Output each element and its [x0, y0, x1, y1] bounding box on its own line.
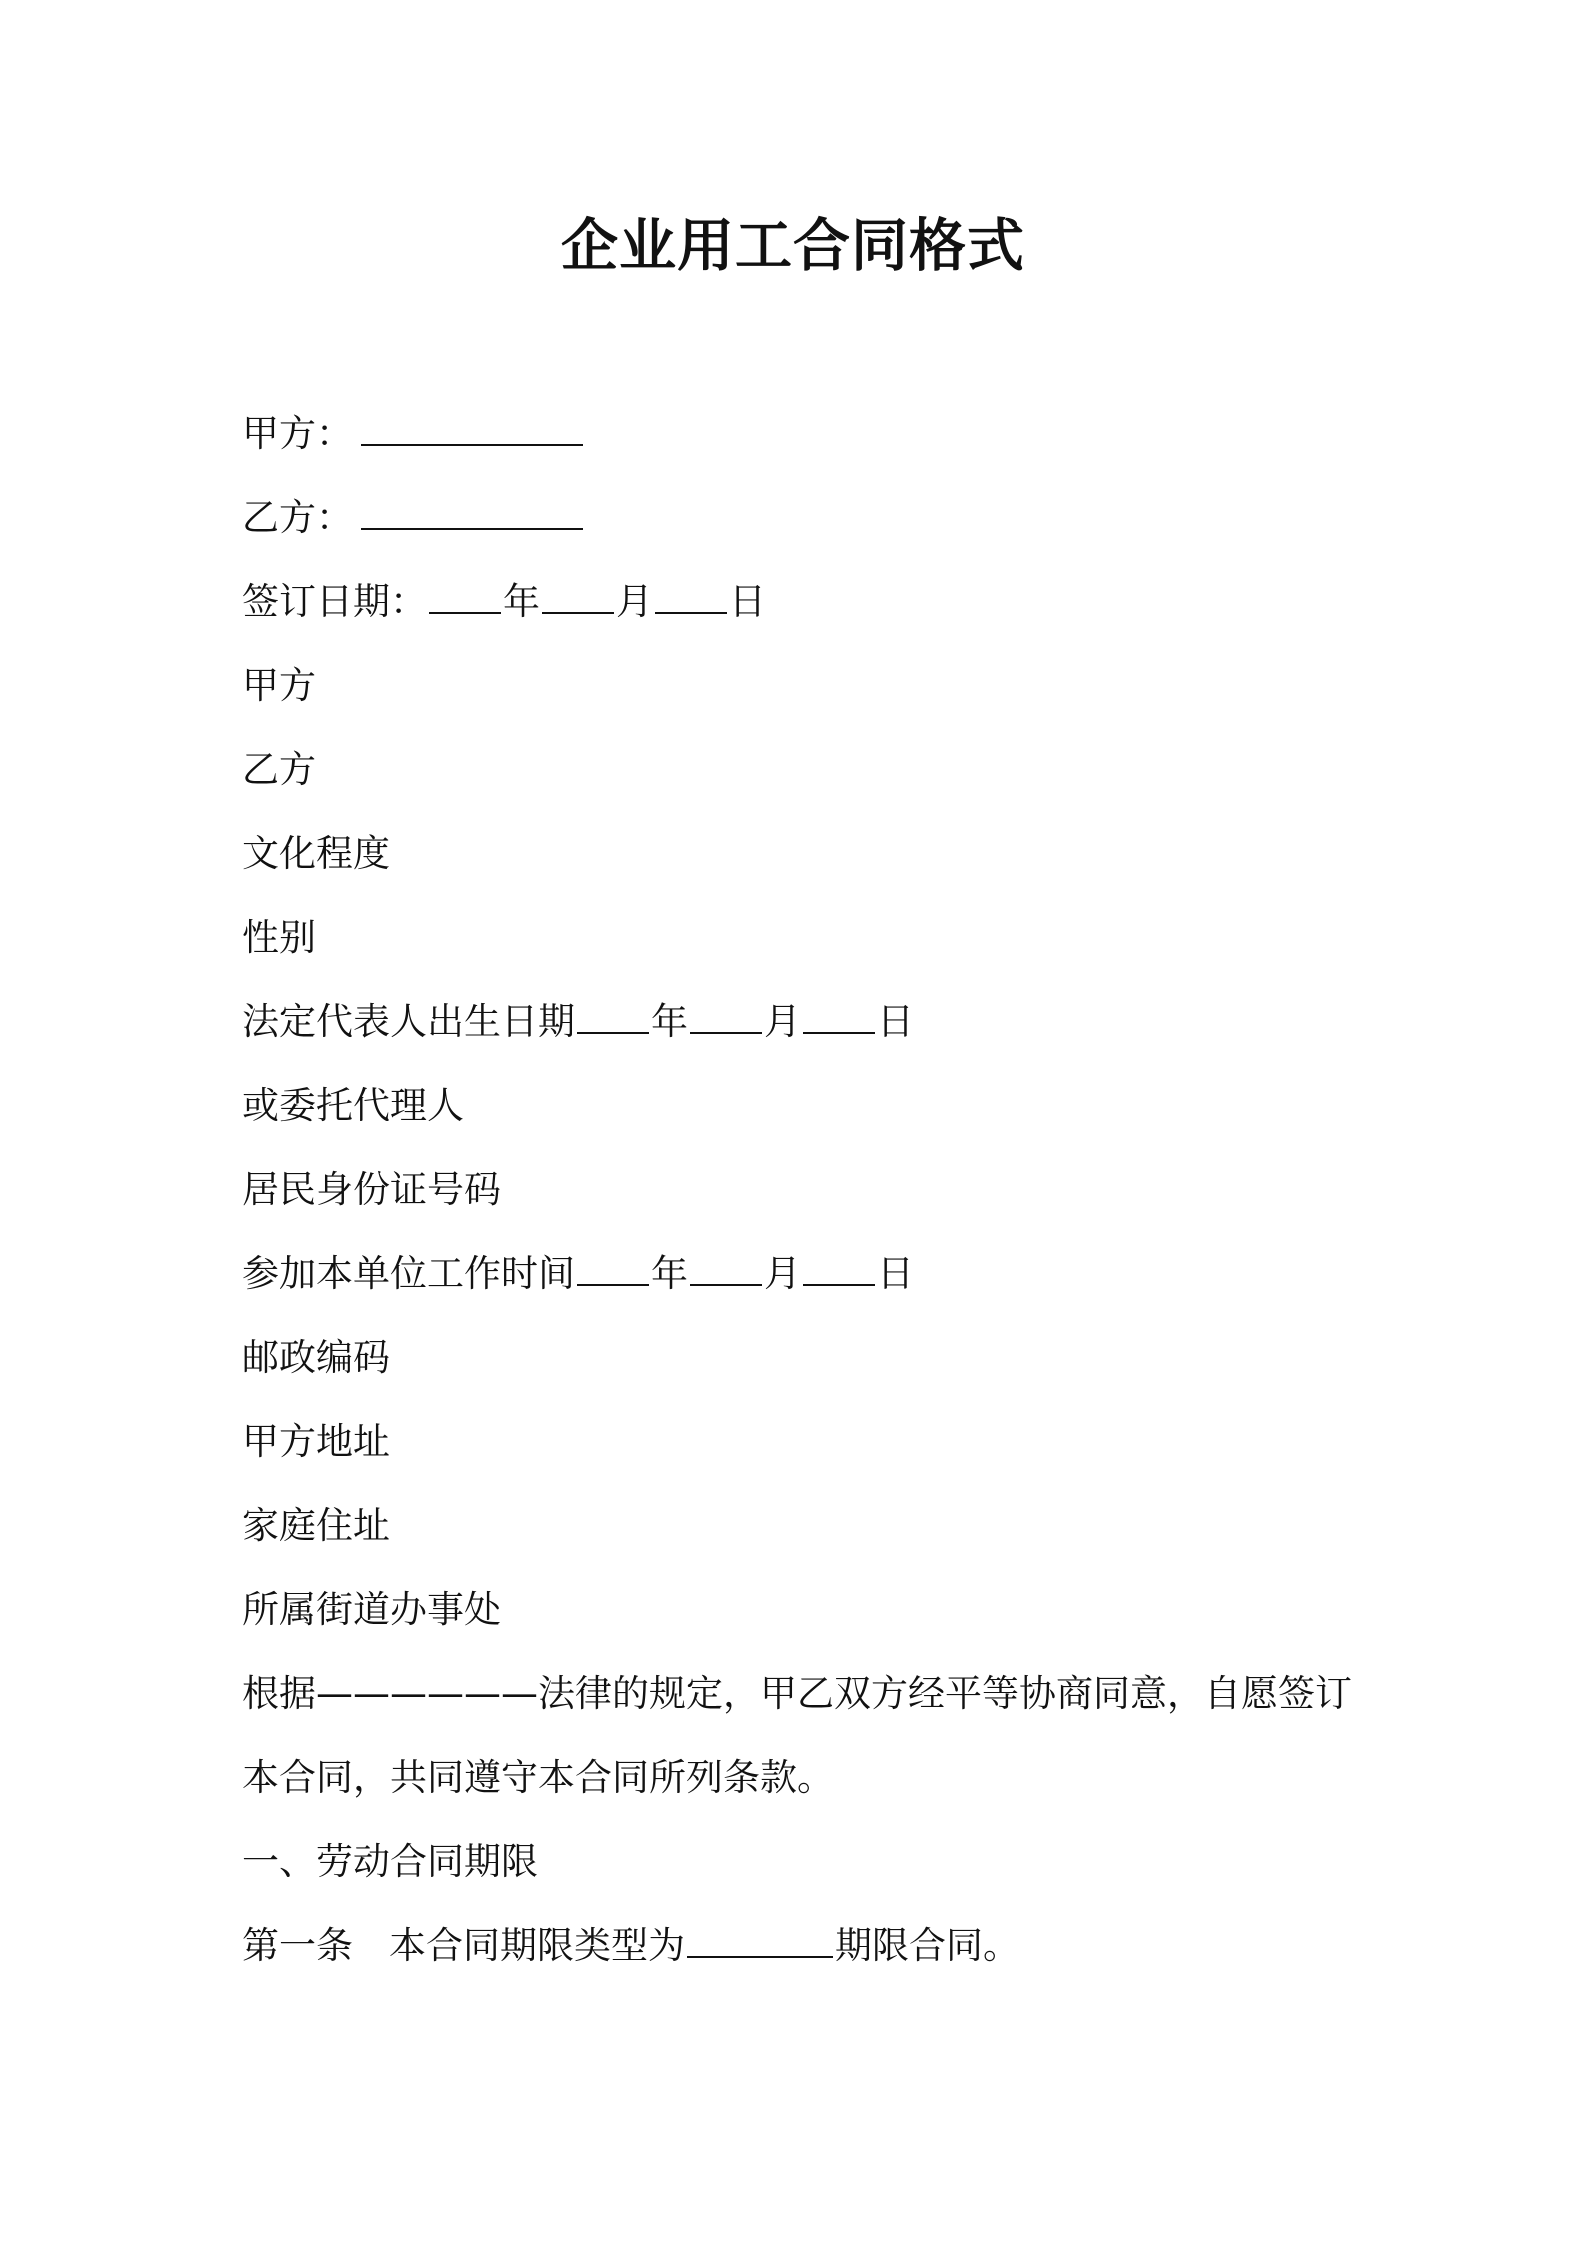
paragraph-line-2: 本合同，共同遵守本合同所列条款。: [242, 1756, 834, 1799]
article-1-line: [242, 1920, 1020, 1972]
sign-date-line: [242, 576, 766, 628]
party-a-line: [242, 408, 585, 460]
field-postal-code: 邮政编码: [242, 1336, 390, 1379]
join-date-line: [242, 1248, 914, 1300]
section-1-heading: 一、劳动合同期限: [242, 1840, 538, 1883]
join-day-label: 日: [877, 1252, 914, 1295]
sign-month-label: 月: [616, 580, 653, 623]
paragraph-line-1: 根据——————法律的规定，甲乙双方经平等协商同意，自愿签订: [242, 1672, 1352, 1715]
field-gender: 性别: [242, 916, 316, 959]
sign-year-label: 年: [503, 580, 540, 623]
article-1-text-after: 期限合同。: [835, 1924, 1020, 1967]
sign-day-label: 日: [729, 580, 766, 623]
join-month-blank: [690, 1250, 762, 1286]
join-day-blank: [803, 1250, 875, 1286]
field-party-a: 甲方: [242, 664, 316, 707]
field-party-b: 乙方: [242, 748, 316, 791]
birth-year-blank: [577, 998, 649, 1034]
legal-rep-birth-line: [242, 996, 914, 1048]
party-b-label: 乙方：: [242, 496, 353, 539]
field-education: 文化程度: [242, 832, 390, 875]
article-1-number: 第一条: [242, 1924, 353, 1967]
article-1-text-before: 本合同期限类型为: [389, 1924, 685, 1967]
join-year-label: 年: [651, 1252, 688, 1295]
contract-term-blank: [687, 1922, 833, 1958]
join-year-blank: [577, 1250, 649, 1286]
field-entrusted-agent: 或委托代理人: [242, 1084, 464, 1127]
join-month-label: 月: [764, 1252, 801, 1295]
field-id-number: 居民身份证号码: [242, 1168, 501, 1211]
field-home-address: 家庭住址: [242, 1504, 390, 1547]
field-party-a-address: 甲方地址: [242, 1420, 390, 1463]
party-b-line: [242, 492, 585, 544]
sign-year-blank: [429, 578, 501, 614]
sign-date-label: 签订日期：: [242, 580, 427, 623]
sign-day-blank: [655, 578, 727, 614]
party-a-blank: [361, 410, 583, 446]
legal-rep-birth-label: 法定代表人出生日期: [242, 1000, 575, 1043]
birth-month-label: 月: [764, 1000, 801, 1043]
birth-year-label: 年: [651, 1000, 688, 1043]
party-a-label: 甲方：: [242, 412, 353, 455]
document-title: 企业用工合同格式: [561, 213, 1025, 279]
field-subdistrict-office: 所属街道办事处: [242, 1588, 501, 1631]
birth-day-label: 日: [877, 1000, 914, 1043]
sign-month-blank: [542, 578, 614, 614]
join-date-label: 参加本单位工作时间: [242, 1252, 575, 1295]
birth-day-blank: [803, 998, 875, 1034]
birth-month-blank: [690, 998, 762, 1034]
party-b-blank: [361, 494, 583, 530]
